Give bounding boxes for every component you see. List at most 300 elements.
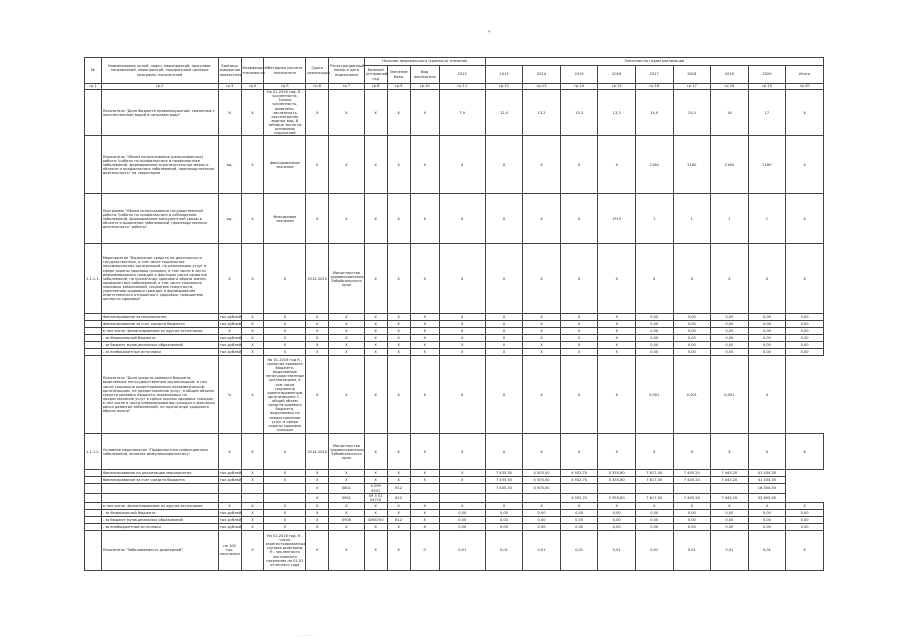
table-cell: X	[264, 314, 306, 321]
column-number: гр.1	[85, 84, 102, 90]
page-mark: "	[488, 30, 491, 37]
table-cell: X	[329, 509, 364, 516]
table-cell: 0,00	[635, 321, 673, 328]
table-cell: 4 503,00	[523, 484, 561, 493]
table-row	[85, 90, 824, 136]
table-cell: X	[523, 244, 561, 314]
table-cell: тыс.рублей	[219, 322, 242, 327]
table-cell: 5 355,80	[598, 493, 636, 502]
table-cell: X	[264, 516, 306, 523]
table-cell: 7,9	[439, 90, 485, 136]
header-name: Наименование целей, задач, мероприятий, программ, направлений, мероприятий, подпрограмм целевых программ, показателей	[101, 58, 218, 84]
table-row	[85, 356, 824, 434]
row-description	[101, 484, 218, 493]
table-cell: X	[306, 470, 329, 477]
table-cell: X	[364, 90, 387, 136]
table-cell: 41 434,30	[748, 477, 786, 484]
table-cell: X	[560, 356, 598, 434]
table-cell: 7 445,20	[711, 493, 749, 502]
table-cell: 14,0	[635, 90, 673, 136]
table-cell: X	[560, 314, 598, 321]
row-description: Финансирование на реализацию мероприятия	[101, 470, 218, 477]
table-row	[85, 477, 824, 484]
table-cell: X	[264, 328, 306, 335]
table-cell: 0,00	[598, 523, 636, 530]
table-cell: 0,00	[748, 321, 786, 328]
table-cell: X	[410, 342, 439, 349]
table-cell: X	[598, 349, 636, 356]
table-cell	[598, 484, 636, 493]
table-cell: X	[439, 136, 485, 194]
table-cell: X	[364, 335, 387, 342]
table-row	[85, 314, 824, 321]
table-cell	[85, 516, 102, 523]
table-cell: 0,00	[786, 335, 824, 342]
table-cell: 0,00	[635, 335, 673, 342]
table-cell: 0901	[329, 493, 364, 502]
table-cell: 1.1.1.1.	[85, 244, 102, 314]
table-cell: X	[410, 328, 439, 335]
table-cell: 0,001	[673, 356, 711, 434]
table-cell: 0,00	[748, 509, 786, 516]
table-cell: 0	[410, 530, 439, 570]
table-cell: X	[264, 502, 306, 509]
table-cell: тыс.рублей	[219, 517, 242, 522]
table-cell	[85, 356, 102, 434]
row-description: - за Федеральный бюджета	[101, 335, 218, 342]
table-cell: X	[241, 523, 264, 530]
table-cell: 13,3	[560, 90, 598, 136]
table-cell: 0,00	[673, 328, 711, 335]
header-base-year: Базовый (отправной) год	[364, 66, 387, 84]
table-cell: X	[329, 321, 364, 328]
table-cell: X	[598, 314, 636, 321]
table-cell: X	[523, 356, 561, 434]
table-row	[85, 434, 824, 470]
table-cell: X	[439, 328, 485, 335]
table-cell: 0,01	[560, 530, 598, 570]
table-cell: 0,00	[748, 349, 786, 356]
table-cell: X	[364, 356, 387, 434]
table-cell: X	[387, 509, 410, 516]
table-cell	[635, 484, 673, 493]
row-description: - за Федеральный бюджета	[101, 509, 218, 516]
table-cell: 0,00	[786, 321, 824, 328]
table-row	[85, 516, 824, 523]
table-cell: X	[364, 530, 387, 570]
table-cell	[85, 321, 102, 328]
table-cell: X	[306, 136, 329, 194]
table-cell: X	[439, 434, 485, 470]
table-cell: 1	[673, 194, 711, 244]
table-cell: 7 617,00	[635, 493, 673, 502]
table-cell: X	[410, 477, 439, 484]
header-values-group: Значения по годам реализации	[485, 58, 823, 66]
table-cell: тыс.рублей	[219, 478, 242, 483]
table-cell: X	[485, 349, 523, 356]
table-cell: X	[786, 502, 824, 509]
table-cell: X	[387, 194, 410, 244]
table-cell: 0,00	[673, 321, 711, 328]
table-cell: X	[306, 342, 329, 349]
table-cell: X	[485, 244, 523, 314]
table-cell: X	[329, 356, 364, 434]
table-cell: 0,00	[635, 314, 673, 321]
header-year: 2016	[598, 66, 636, 84]
table-cell	[85, 349, 102, 356]
table-cell: 0,01	[439, 530, 485, 570]
row-description: Финансирование за счет средств бюджета	[101, 321, 218, 328]
table-cell: X	[306, 523, 329, 530]
table-cell: X	[329, 502, 364, 509]
table-cell: 612	[387, 516, 410, 523]
table-cell: на 100 тыс. населения	[218, 530, 241, 570]
table-cell: X	[387, 470, 410, 477]
table-cell: 0,00	[635, 342, 673, 349]
column-number: гр.14	[560, 84, 598, 90]
table-cell	[560, 484, 598, 493]
table-cell: ед.	[218, 194, 241, 244]
table-cell: 0,00	[748, 328, 786, 335]
table-cell: тыс.рублей	[219, 350, 242, 355]
table-cell: X	[560, 335, 598, 342]
table-cell: 7 435,30	[485, 470, 523, 477]
header-total: Итого	[786, 66, 824, 84]
table-cell: 0,00	[523, 523, 561, 530]
header-unit: Единица измерения показателя	[218, 58, 241, 84]
row-description: - за внебюджетные источники	[101, 349, 218, 356]
table-cell: 17	[748, 90, 786, 136]
table-cell: X	[241, 349, 264, 356]
table-row	[85, 342, 824, 349]
table-body	[85, 90, 824, 571]
table-cell	[485, 493, 523, 502]
table-cell	[85, 328, 102, 335]
table-cell: 0,00	[711, 335, 749, 342]
table-cell: ед.	[218, 136, 241, 194]
table-cell: X	[439, 335, 485, 342]
row-description: Показатель "Заболеваемость дифтерией"	[101, 530, 218, 570]
table-cell: X	[387, 502, 410, 509]
table-cell: 4264700	[364, 516, 387, 523]
table-cell: X	[387, 342, 410, 349]
table-cell: X	[241, 194, 264, 244]
table-cell: 0,00	[748, 523, 786, 530]
table-cell: X	[241, 335, 264, 342]
table-cell: 0,00	[786, 328, 824, 335]
table-cell	[85, 194, 102, 244]
table-cell: X	[387, 434, 410, 470]
table-cell: X	[560, 136, 598, 194]
table-cell: X	[598, 328, 636, 335]
table-cell: X	[523, 349, 561, 356]
table-cell	[218, 484, 241, 493]
table-cell: X	[786, 136, 824, 194]
table-cell: X	[241, 136, 264, 194]
table-cell: 0,00	[635, 509, 673, 516]
table-cell: X	[560, 194, 598, 244]
table-cell	[241, 493, 264, 502]
table-cell: 0,01	[748, 530, 786, 570]
table-cell: На 01.2016 год. К - численности. Только численность, выявлено, численность рассмотрения водных вод. В таблице числа на основании нарушений	[264, 90, 306, 136]
table-cell: 0,00	[673, 342, 711, 349]
table-cell: X	[306, 509, 329, 516]
table-cell	[218, 493, 241, 502]
row-description: в том числе, финансирование из других источников	[101, 502, 218, 509]
table-cell: 1	[635, 194, 673, 244]
row-description: - за бюджет муниципальных образований	[101, 342, 218, 349]
header-year: 2018	[673, 66, 711, 84]
column-number: гр.2	[101, 84, 218, 90]
table-cell: X	[673, 244, 711, 314]
table-cell: X	[364, 321, 387, 328]
table-cell: X	[439, 502, 485, 509]
table-cell: X	[635, 434, 673, 470]
table-cell: 0,00	[439, 509, 485, 516]
table-cell: X	[364, 136, 387, 194]
table-cell: X	[786, 194, 824, 244]
table-cell: тыс.рублей	[219, 336, 242, 341]
table-cell: 1515	[598, 194, 636, 244]
table-cell: X	[264, 523, 306, 530]
table-cell: 41 434,30	[748, 470, 786, 477]
table-cell: X	[264, 335, 306, 342]
table-row	[85, 328, 824, 335]
table-cell: Министерство здравоохранения Забайкальского края	[329, 434, 364, 470]
table-cell: X	[329, 194, 364, 244]
table-cell: 0,00	[560, 523, 598, 530]
column-number: гр.20	[786, 84, 824, 90]
table-cell: тыс.рублей	[219, 471, 242, 476]
table-cell: X	[306, 335, 329, 342]
table-cell: 7 617,00	[635, 470, 673, 477]
column-number: гр.19	[748, 84, 786, 90]
table-cell: 0,00	[673, 335, 711, 342]
table-row	[85, 523, 824, 530]
header-year: 2017	[635, 66, 673, 84]
table-cell: X	[241, 477, 264, 484]
table-cell: 0,01	[598, 530, 636, 570]
table-cell: X	[241, 516, 264, 523]
table-cell: X	[306, 90, 329, 136]
table-cell: 0,00	[786, 342, 824, 349]
table-cell: 0,01	[673, 530, 711, 570]
table-row	[85, 335, 824, 342]
header-year: 2019	[711, 66, 749, 84]
header-year: 2015	[560, 66, 598, 84]
header-year: 2014	[523, 66, 561, 84]
table-cell: X	[598, 244, 636, 314]
table-cell: X	[523, 434, 561, 470]
table-cell: X	[364, 194, 387, 244]
column-number: гр.5	[264, 84, 306, 90]
table-cell: X	[439, 349, 485, 356]
table-cell: 4 503,00	[523, 470, 561, 477]
row-description: - за внебюджетные источники	[101, 523, 218, 530]
table-header	[85, 58, 824, 90]
table-cell: 0,00	[748, 342, 786, 349]
table-cell: X	[264, 342, 306, 349]
table-cell: 12,4	[485, 90, 523, 136]
table-cell: X	[598, 356, 636, 434]
table-cell: X	[560, 349, 598, 356]
table-cell: X	[635, 502, 673, 509]
table-cell: X	[306, 493, 329, 502]
header-base-value: Значение базы	[387, 66, 410, 84]
table-cell: 0,00	[635, 349, 673, 356]
table-cell: X	[364, 342, 387, 349]
table-cell: X	[329, 136, 364, 194]
table-cell: 5 355,80	[598, 477, 636, 484]
table-cell: 0,00	[635, 328, 673, 335]
table-row	[85, 349, 824, 356]
table-cell: 2160	[711, 136, 749, 194]
table-cell: X	[264, 434, 306, 470]
table-cell: 0,00	[786, 523, 824, 530]
table-cell: X	[264, 477, 306, 484]
table-cell: X	[364, 328, 387, 335]
table-cell: 1.1.1.2.	[85, 434, 102, 470]
table-cell: X	[306, 349, 329, 356]
table-cell: 0,00	[748, 335, 786, 342]
row-description: Показатель "Доля средств краевого бюджета, выделяемых негосударственным организациям, в том числе социально ориентированным некоммерческим организациям, на предоставление услуг, в общем объеме средств краевого бюджета, выделяемых на предоставление услуг в сфере охраны здоровья граждан, в том числе в части информирования граждан о факторах риска развития заболеваний, по пропаганде здорового образа жизни"	[101, 356, 218, 434]
table-cell: X	[439, 342, 485, 349]
table-cell: X	[241, 356, 264, 434]
table-cell: X	[387, 356, 410, 434]
table-cell: 5 355,80	[598, 470, 636, 477]
column-number: гр.11	[439, 84, 485, 90]
table-cell: Фиксирован значение	[264, 194, 306, 244]
column-number: гр.17	[673, 84, 711, 90]
table-cell: X	[387, 136, 410, 194]
table-cell: X	[364, 502, 387, 509]
table-cell: X	[387, 244, 410, 314]
table-cell: X	[364, 509, 387, 516]
table-cell: X	[364, 523, 387, 530]
table-cell: 0,00	[711, 516, 749, 523]
table-cell: 4 099 4501	[364, 484, 387, 493]
document-sheet	[84, 57, 824, 605]
footer-text: .. . .. ..	[300, 632, 313, 637]
table-cell	[85, 314, 102, 321]
table-cell: X	[523, 335, 561, 342]
table-cell: X	[241, 509, 264, 516]
table-cell: X	[485, 356, 523, 434]
table-cell: X	[598, 434, 636, 470]
table-cell: 0,00	[711, 349, 749, 356]
table-cell: X	[410, 434, 439, 470]
table-cell: тыс.рублей	[219, 510, 242, 515]
table-cell: X	[329, 328, 364, 335]
table-cell: 0,00	[711, 328, 749, 335]
table-cell: тыс.рублей	[219, 315, 242, 320]
table-row	[85, 509, 824, 516]
table-cell: 2160	[748, 136, 786, 194]
table-cell: 0,00	[748, 516, 786, 523]
table-cell: X	[241, 470, 264, 477]
table-cell	[85, 502, 102, 509]
table-cell: X	[410, 509, 439, 516]
table-cell: 7 445,20	[711, 470, 749, 477]
table-cell: X	[387, 90, 410, 136]
table-cell: X	[786, 530, 824, 570]
table-cell: X	[439, 356, 485, 434]
table-cell: X	[241, 328, 264, 335]
table-cell: X	[364, 349, 387, 356]
table-cell: X	[306, 516, 329, 523]
table-cell: X	[241, 244, 264, 314]
header-method: Методика расчета показателя	[264, 58, 306, 84]
table-cell	[85, 484, 102, 493]
table-cell: 0,00	[786, 314, 824, 321]
table-cell: X	[410, 90, 439, 136]
table-cell: X	[218, 434, 241, 470]
table-cell: X	[523, 136, 561, 194]
table-cell: 0,00	[786, 509, 824, 516]
table-cell: X	[387, 328, 410, 335]
table-cell: X	[410, 244, 439, 314]
table-cell: 0,00	[560, 509, 598, 516]
table-cell	[523, 493, 561, 502]
column-number: гр.6	[306, 84, 329, 90]
table-cell: X	[364, 477, 387, 484]
column-number: гр.7	[329, 84, 364, 90]
table-cell: 7 445,20	[673, 477, 711, 484]
table-cell: 2014-2020	[306, 434, 329, 470]
table-cell: X	[485, 194, 523, 244]
table-cell: 612	[387, 493, 410, 502]
table-cell: 0,00	[711, 342, 749, 349]
table-cell: X	[673, 434, 711, 470]
table-cell: X	[329, 470, 364, 477]
table-cell: 0,00	[711, 523, 749, 530]
table-cell: X	[786, 90, 824, 136]
table-cell: 0,00	[523, 509, 561, 516]
table-cell: X	[439, 194, 485, 244]
table-cell: X	[560, 244, 598, 314]
table-cell: 0,00	[598, 516, 636, 523]
table-cell: 0,01	[635, 530, 673, 570]
table-cell: X	[387, 321, 410, 328]
row-description: Финансирование за мероприятие	[101, 314, 218, 321]
table-row	[85, 493, 824, 502]
table-cell: X	[329, 530, 364, 570]
table-cell: X	[439, 244, 485, 314]
row-description: Финансирование за счет средств бюджета	[101, 477, 218, 484]
table-cell: 13,3	[598, 90, 636, 136]
table-cell	[85, 335, 102, 342]
table-cell: 13,2	[523, 90, 561, 136]
table-cell: 0,00	[786, 516, 824, 523]
table-cell: 2015-2020	[306, 244, 329, 314]
table-cell: X	[306, 477, 329, 484]
table-cell: 16 500,50	[748, 484, 786, 493]
table-cell: X	[410, 349, 439, 356]
table-cell: X	[523, 194, 561, 244]
row-description: Программа "Объем использования государственной работы "работы по профилактике и соблюдению заболеваний, формирование конкурентной среды в объекте и выявление заболеваний, производственная деятельность" работы"	[101, 194, 218, 244]
table-cell: X	[410, 136, 439, 194]
table-row	[85, 484, 824, 493]
table-cell: X	[306, 194, 329, 244]
table-cell: X	[560, 434, 598, 470]
table-cell: X	[306, 314, 329, 321]
table-cell	[711, 484, 749, 493]
table-cell: 4 932,70	[560, 477, 598, 484]
table-cell	[264, 493, 306, 502]
header-year: 2012	[439, 66, 485, 84]
row-description: Основное мероприятие "Профилактика инфекционных заболеваний, включая иммунопрофилактику"	[101, 434, 218, 470]
table-cell: X	[387, 477, 410, 484]
